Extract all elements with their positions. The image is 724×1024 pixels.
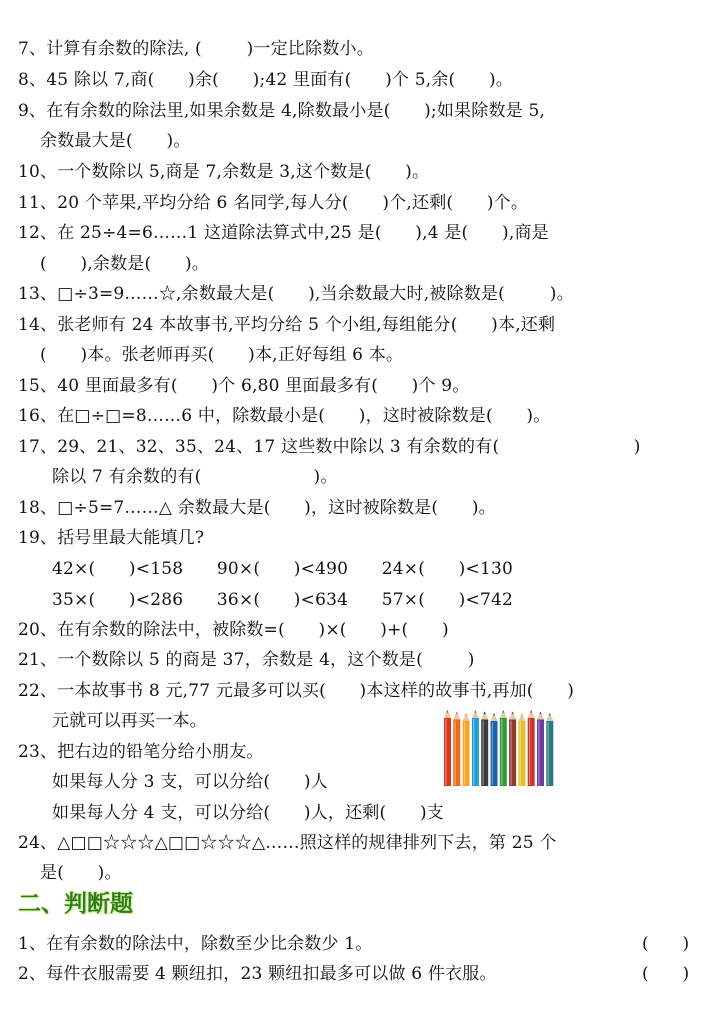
question-9-line-2: 余数最大是( )。: [40, 131, 191, 151]
question-20: 20、在有余数的除法中，被除数=( )×( )+( ): [18, 620, 449, 640]
pencil: [491, 713, 498, 786]
question-7: 7、计算有余数的除法, ( )一定比除数小。: [18, 39, 374, 59]
pencil: [546, 713, 553, 786]
question-23-case-4: 如果每人分 4 支，可以分给( )人，还剩( )支: [52, 803, 444, 823]
question-12-line-2: ( ),余数是( )。: [40, 254, 209, 274]
judge-answer-2[interactable]: ( ): [642, 964, 690, 984]
question-22-line-1: 22、一本故事书 8 元,77 元最多可以买( )本这样的故事书,再加( ): [18, 681, 575, 701]
pencil: [444, 710, 451, 786]
question-14-line-2: ( )本。张老师再买( )本,正好每组 6 本。: [40, 345, 404, 365]
question-8: 8、45 除以 7,商( )余( );42 里面有( )个 5,余( )。: [18, 70, 514, 90]
question-21: 21、一个数除以 5 的商是 37，余数是 4，这个数是( ): [18, 650, 475, 670]
pencil: [537, 712, 544, 787]
question-13: 13、□÷3=9……☆,余数最大是( ),当余数最大时,被除数是( )。: [18, 284, 574, 304]
question-23: 23、把右边的铅笔分给小朋友。: [18, 742, 264, 762]
question-12-line-1: 12、在 25÷4=6……1 这道除法算式中,25 是( ),4 是( ),商是: [18, 223, 549, 243]
question-24-line-2: 是( )。: [40, 863, 122, 883]
question-10: 10、一个数除以 5,商是 7,余数是 3,这个数是( )。: [18, 162, 430, 182]
pencil: [472, 710, 479, 786]
pencil: [528, 710, 535, 786]
question-22-line-2: 元就可以再买一本。: [52, 711, 207, 731]
question-11: 11、20 个苹果,平均分给 6 名同学,每人分( )个,还剩( )个。: [18, 193, 529, 213]
pencil: [518, 713, 525, 786]
question-9-line-1: 9、在有余数的除法里,如果余数是 4,除数最小是( );如果除数是 5,: [18, 101, 546, 121]
question-14-line-1: 14、张老师有 24 本故事书,平均分给 5 个小组,每组能分( )本,还剩: [18, 315, 556, 335]
question-23-case-3: 如果每人分 3 支，可以分给( )人: [52, 772, 328, 792]
pencil: [509, 712, 516, 787]
section-2-heading: 二、判断题: [18, 891, 133, 917]
pencil: [481, 712, 488, 787]
judge-answer-1[interactable]: ( ): [642, 934, 690, 954]
judge-question-1: 1、在有余数的除法中，除数至少比余数少 1。: [18, 934, 373, 954]
question-16: 16、在□÷□=8……6 中，除数最小是( )，这时被除数是( )。: [18, 406, 551, 426]
pencil: [463, 713, 470, 786]
question-19-row-1: 42×( )<158 90×( )<490 24×( )<130: [52, 559, 514, 579]
judge-question-2: 2、每件衣服需要 4 颗纽扣，23 颗纽扣最多可以做 6 件衣服。: [18, 964, 497, 984]
question-17-line-2: 除以 7 有余数的有( )。: [52, 467, 338, 487]
pencil: [453, 712, 460, 787]
question-17-line-1: 17、29、21、32、35、24、17 这些数中除以 3 有余数的有( ): [18, 437, 641, 457]
pencil: [500, 710, 507, 786]
pencils-image: [441, 706, 557, 788]
question-19-row-2: 35×( )<286 36×( )<634 57×( )<742: [52, 590, 514, 610]
question-24-line-1: 24、△□□☆☆☆△□□☆☆☆△……照这样的规律排列下去，第 25 个: [18, 833, 557, 853]
question-19: 19、括号里最大能填几?: [18, 528, 205, 548]
question-18: 18、□÷5=7……△ 余数最大是( )，这时被除数是( )。: [18, 498, 496, 518]
question-15: 15、40 里面最多有( )个 6,80 里面最多有( )个 9。: [18, 376, 470, 396]
